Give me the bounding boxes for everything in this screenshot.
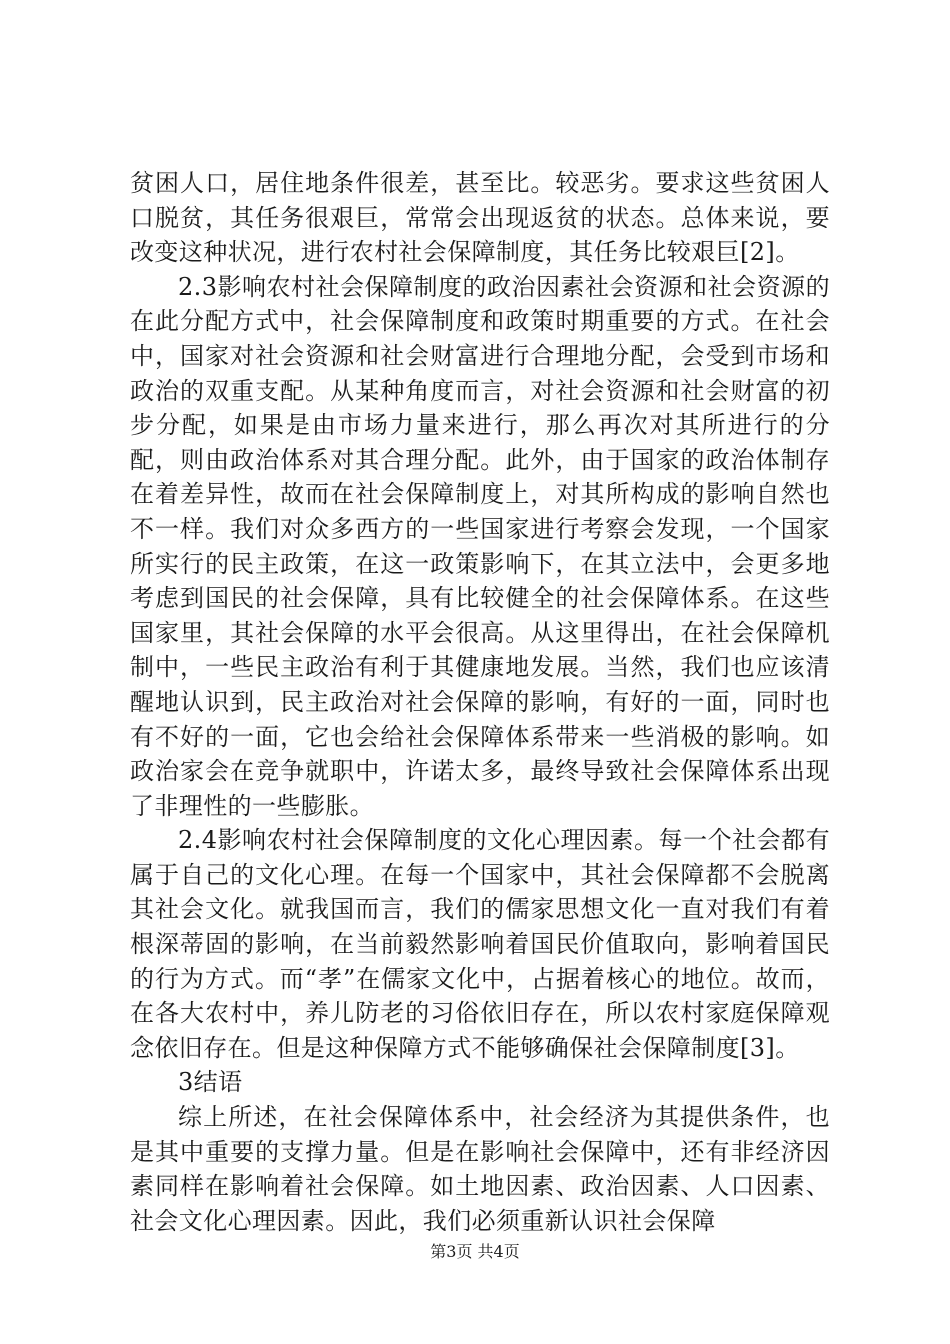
section-heading-conclusion: 3结语 (178, 1068, 243, 1097)
paragraph-cultural-factors: 2.4影响农村社会保障制度的文化心理因素。每一个社会都有属于自己的文化心理。在每一个国家中，其社会保障都不会脱离其社会文化。就我国而言，我们的儒家思想文化一直对我们有着根深蒂固的影响，在当前毅然影响着国民价值取向，影响着国民的行为方式。而“孝”在儒家文化中，占据着核心的地位。故而，在各大农村中，养儿防老的习俗依旧存在，所以农村家庭保障观念依旧存在。但是这种保障方式不能够确保社会保障制度[3]。 (130, 826, 830, 1062)
paragraph-political-factors: 2.3影响农村社会保障制度的政治因素社会资源和社会资源的在此分配方式中，社会保障制度和政策时期重要的方式。在社会中，国家对社会资源和社会财富进行合理地分配，会受到市场和政治的双重支配。从某种角度而言，对社会资源和社会财富的初步分配，如果是由市场力量来进行，那么再次对其所进行的分配，则由政治体系对其合理分配。此外，由于国家的政治体制存在着差异性，故而在社会保障制度上，对其所构成的影响自然也不一样。我们对众多西方的一些国家进行考察会发现，一个国家所实行的民主政策，在这一政策影响下，在其立法中，会更多地考虑到国民的社会保障，具有比较健全的社会保障体系。在这些国家里，其社会保障的水平会很高。从这里得出，在社会保障机制中，一些民主政治有利于其健康地发展。当然，我们也应该清醒地认识到，民主政治对社会保障的影响，有好的一面，同时也有不好的一面，它也会给社会保障体系带来一些消极的影响。如政治家会在竞争就职中，许诺太多，最终导致社会保障体系出现了非理性的一些膨胀。 (130, 272, 830, 820)
document-body (130, 166, 830, 1238)
paragraph-poverty-population: 贫困人口，居住地条件很差，甚至比。较恶劣。要求这些贫困人口脱贫，其任务很艰巨，常常会出现返贫的状态。总体来说，要改变这种状况，进行农村社会保障制度，其任务比较艰巨[2]。 (130, 169, 830, 267)
paragraph-conclusion: 综上所述，在社会保障体系中，社会经济为其提供条件，也是其中重要的支撑力量。但是在影响社会保障中，还有非经济因素同样在影响着社会保障。如土地因素、政治因素、人口因素、社会文化心理因素。因此，我们必须重新认识社会保障 (130, 1103, 830, 1235)
page-footer: 第3页 共4页 (430, 1242, 520, 1261)
